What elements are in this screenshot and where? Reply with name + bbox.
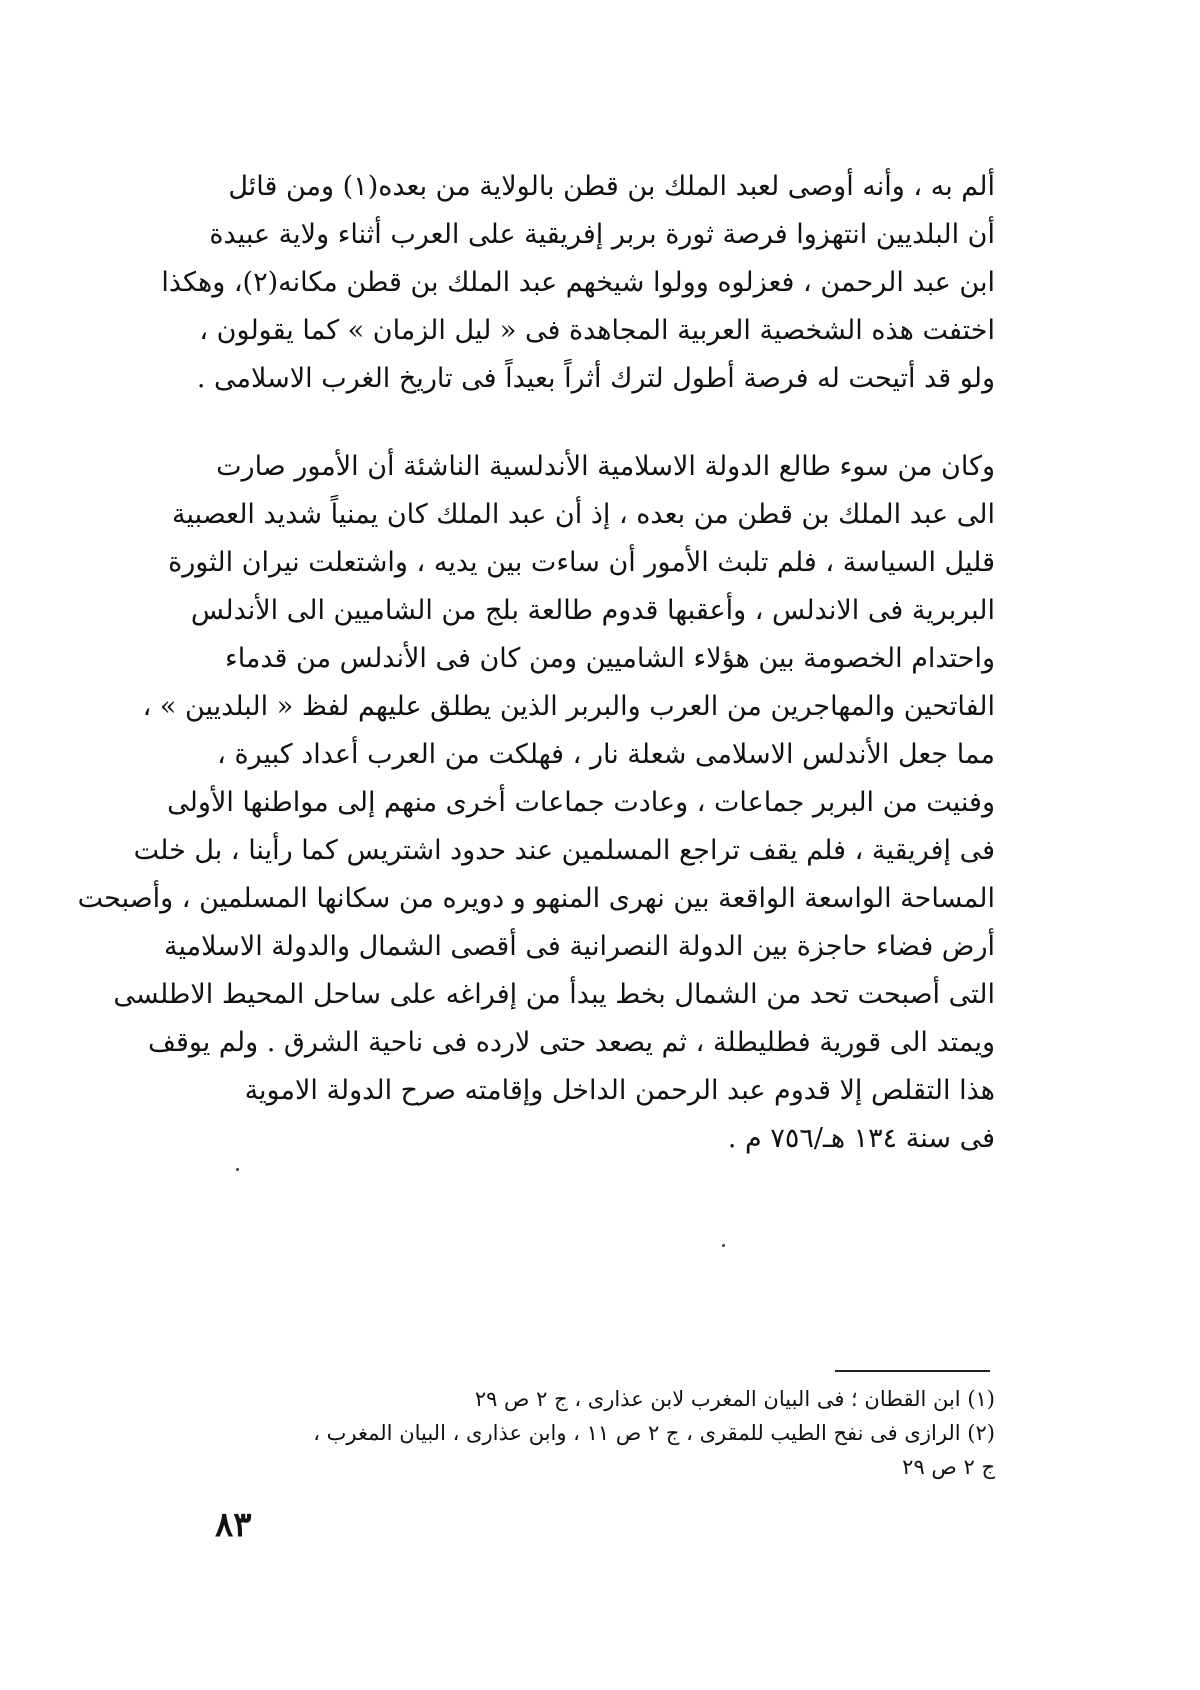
footnote-2: (٢) الرازى فى نفح الطيب للمقرى ، ج ٢ ص ١١ ، وابن عذارى ، البيان المغرب ، (313, 1421, 995, 1445)
text-line: المساحة الواسعة الواقعة بين نهرى المنهو و دويره من سكانها المسلمين ، وأصبحت (77, 883, 995, 914)
text-line: ويمتد الى قورية فطليطلة ، ثم يصعد حتى لارده فى ناحية الشرق . ولم يوقف (148, 1027, 995, 1058)
print-speck (722, 1244, 725, 1247)
text-line: وفنيت من البربر جماعات ، وعادت جماعات أخرى منهم إلى مواطنها الأولى (167, 787, 995, 818)
text-line: هذا التقلص إلا قدوم عبد الرحمن الداخل وإقامته صرح الدولة الاموية (244, 1075, 995, 1106)
text-line: واحتدام الخصومة بين هؤلاء الشاميين ومن كان فى الأندلس من قدماء (225, 643, 995, 674)
footnote-divider (835, 1370, 990, 1372)
text-line: فى إفريقية ، فلم يقف تراجع المسلمين عند حدود اشتريس كما رأينا ، بل خلت (133, 835, 995, 866)
text-line: التى أصبحت تحد من الشمال بخط يبدأ من إفراغه على ساحل المحيط الاطلسى (113, 979, 995, 1010)
text-line: اختفت هذه الشخصية العربية المجاهدة فى « ليل الزمان » كما يقولون ، (199, 315, 995, 346)
footnote-1: (١) ابن القطان ؛ فى البيان المغرب لابن عذارى ، ج ٢ ص ٢٩ (474, 1387, 995, 1411)
text-line: ابن عبد الرحمن ، فعزلوه وولوا شيخهم عبد الملك بن قطن مكانه(٢)، وهكذا (161, 267, 995, 298)
text-line: وكان من سوء طالع الدولة الاسلامية الأندلسية الناشئة أن الأمور صارت (216, 451, 995, 482)
text-line: الى عبد الملك بن قطن من بعده ، إذ أن عبد الملك كان يمنياً شديد العصبية (172, 499, 995, 530)
text-line: قليل السياسة ، فلم تلبث الأمور أن ساءت بين يديه ، واشتعلت نيران الثورة (168, 547, 995, 578)
text-line: أن البلديين انتهزوا فرصة ثورة بربر إفريقية على العرب أثناء ولاية عبيدة (209, 219, 995, 250)
text-line: أرض فضاء حاجزة بين الدولة النصرانية فى أقصى الشمال والدولة الاسلامية (164, 931, 995, 962)
text-line: البربرية فى الاندلس ، وأعقبها قدوم طالعة بلج من الشاميين الى الأندلس (190, 595, 995, 626)
text-line: فى سنة ١٣٤ هـ/٧٥٦ م . (727, 1123, 995, 1154)
footnotes (233, 1382, 995, 1484)
text-line: ولو قد أتيحت له فرصة أطول لترك أثراً بعيداً فى تاريخ الغرب الاسلامى . (196, 363, 995, 394)
print-speck (236, 1168, 239, 1171)
paragraph-1 (161, 163, 995, 403)
footnote-2-continued: ج ٢ ص ٢٩ (902, 1455, 995, 1479)
text-line: الفاتحين والمهاجرين من العرب والبربر الذين يطلق عليهم لفظ « البلديين » ، (142, 691, 995, 722)
paragraph-2 (77, 443, 995, 1163)
page-number: ٨٣ (215, 1505, 252, 1545)
text-line: مما جعل الأندلس الاسلامى شعلة نار ، فهلكت من العرب أعداد كبيرة ، (217, 739, 995, 770)
text-line: ألم به ، وأنه أوصى لعبد الملك بن قطن بالولاية من بعده(١) ومن قائل (228, 171, 995, 202)
